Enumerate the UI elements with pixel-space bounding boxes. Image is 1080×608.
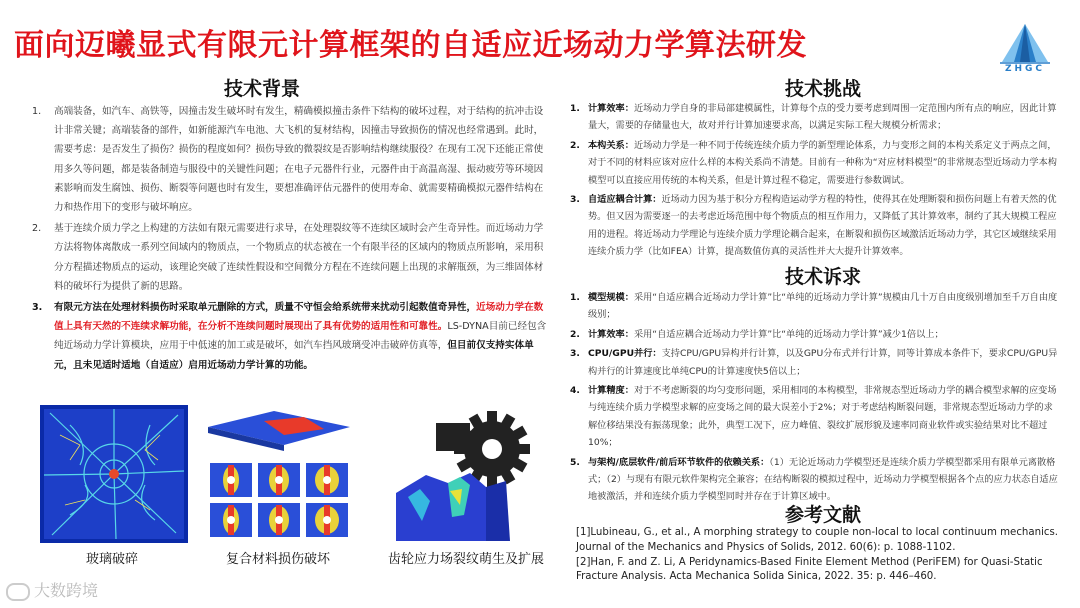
reference-item: [2]Han, F. and Z. Li, A Peridynamics-Based Finite Element Method (PeriFEM) for Quasi-Static Fracture Analysis. Acta Mechanica Solida Sinica, 2022. 35: p. 446–460.	[576, 556, 1043, 583]
challenges-list	[570, 100, 1060, 263]
watermark: 大数跨境	[6, 578, 98, 601]
reference-item: [1]Lubineau, G., et al., A morphing strategy to couple non-local to local continuum mechanics. Journal of the Mechanics and Physics of Solids, 2012. 60(6): p. 1088-1102.	[576, 527, 1059, 553]
list-item: 3. 自适应耦合计算：近场动力因为基于积分方程构造运动学方程的特性，使得其在处理断裂和损伤问题上有着天然的优势。但又因为需要逐一的去考虑近场范围中每个物质点的相互作用力，又降低了其计算效率，制约了其大规模工程应用的进程。将近场动力学理论与连续介质力学理论耦合起来，在断裂和损伤区域激活近场动力学，其它区域继续采用连续介质力学（比如FEA）计算，提高数值仿真的灵活性并大大提升计算效率。	[570, 194, 1057, 258]
list-item: 1. 计算效率：近场动力学自身的非局部建模属性，计算每个点的受力要考虑到周围一定范围内所有点的响应，因此计算量大，需要的存储量也大，故对并行计算加速要求高，以满足实际工程大规模分析需求；	[570, 103, 1057, 132]
demands-list	[570, 289, 1060, 508]
demands-heading: 技术诉求	[785, 266, 862, 288]
background-heading: 技术背景	[224, 78, 301, 100]
watermark-logo-icon	[6, 583, 30, 601]
references-list	[576, 526, 1076, 585]
mountain-logo-icon	[990, 22, 1060, 66]
background-list	[32, 102, 552, 377]
list-item: 3. CPU/GPU并行：支持CPU/GPU异构并行计算，以及GPU分布式并行计算，同等计算成本条件下，要求CPU/GPU异构并行的计算速度比单纯CPU的计算速度快5倍以上；	[570, 348, 1058, 377]
list-item: 3. 有限元方法在处理材料损伤时采取单元删除的方式，质量不守恒会给系统带来扰动引起数值奇异性，近场动力学在数值上具有天然的不连续求解功能，在分析不连续问题时展现出了具有优势的适用性和可靠性。LS-DYNA目前已经包含纯近场动力学计算模块，应用于中低速的加工或是破坏，如汽车挡风玻璃受冲击破碎仿真等，但目前仅支持实体单元，且未见适时适地（自适应）启用近场动力学计算的功能。	[32, 302, 547, 371]
list-item: 2. 本构关系：近场动力学是一种不同于传统连续介质力学的新型理论体系，力与变形之间的本构关系定义于两点之间，对于不同的材料应该对应什么样的本构关系尚不清楚。目前有一种称为“对应材料模型”的非常规态型近场动力学本构模型可以直接应用传统的本构关系，但是计算过程不稳定，需要进行参数调试。	[570, 139, 1057, 186]
list-item: 1. 高端装备，如汽车、高铁等，因撞击发生破坏时有发生，精确模拟撞击条件下结构的破坏过程，对于结构的抗冲击设计非常关键；高端装备的部件，如新能源汽车电池、大飞机的复材结构，因撞击导致损伤的情况也经常遇到。此时，需要考虑：是否发生了损伤？损伤的程度如何？损伤导致的微裂纹是否影响结构继续服役？在现有工况下还能正常使用多久等问题，都是装备制造与服役中的关键性问题；在电子元器件行业，元器件由于高温高湿、振动疲劳等环境因素影响而发生腐蚀、损伤、断裂等问题也时有发生，要想准确评估元器件的使用寿命、就需要精确模拟元器件结构在力和热作用下的变形与破坏响应。	[32, 106, 544, 214]
challenges-heading: 技术挑战	[785, 78, 862, 100]
list-item: 1. 模型规模：采用“自适应耦合近场动力学计算”比“单纯的近场动力学计算”规模由几十万自由度级别增加至千万自由度级别；	[570, 292, 1058, 321]
zhgc-logo	[990, 22, 1060, 80]
caption-gear: 齿轮应力场裂纹萌生及扩展	[388, 552, 545, 567]
glass-shatter-image	[40, 405, 188, 543]
composite-damage-image	[204, 405, 354, 543]
gear-crack-image	[386, 405, 536, 543]
list-item: 2. 基于连续介质力学之上构建的方法如有限元需要进行求导，在处理裂纹等不连续区域时会产生奇异性。而近场动力学方法将物体离散成一系列空间域内的物质点，一个物质点的状态被在一个有限半径的区域内的物质点所影响，采用积分方程描述物质点的运动，该理论突破了连续性假设和空间微分方程在不连续问题上出现的求解瓶颈，为三维固体材料的破坏行为提供了新的思路。	[32, 223, 544, 292]
references-heading: 参考文献	[785, 504, 862, 526]
caption-composite: 复合材料损伤破坏	[226, 552, 331, 567]
logo-text: ZHGC	[1004, 64, 1046, 74]
list-item: 4. 计算精度：对于不考虑断裂的均匀变形问题，采用相同的本构模型，非常规态型近场动力学的耦合模型求解的应变场与纯连续介质力学模型求解的应变场之间的最大误差小于2%；对于考虑结构断裂问题，非常规态型近场动力学的求解位移结果没有振荡现象；此外，典型工况下，应力峰值、裂纹扩展形貌及速率同商业软件或实验结果对比不超过10%；	[570, 385, 1057, 449]
caption-glass: 玻璃破碎	[86, 552, 139, 567]
list-item: 5. 与架构/底层软件/前后环节软件的依赖关系：（1）无论近场动力学模型还是连续介质力学模型都采用有限单元离散格式；（2）与现有有限元软件架构完全兼容；在结构断裂的模拟过程中，近场动力学模型根据各个点的应力状态自适应地被激活，并和连续介质力学模型同时并存在于计算区域中。	[570, 456, 1058, 503]
list-item: 2. 计算效率：采用“自适应耦合近场动力学计算”比“单纯的近场动力学计算”减少1倍以上；	[570, 328, 944, 340]
page-title: 面向迈曦显式有限元计算框架的自适应近场动力学算法研发	[14, 28, 807, 63]
